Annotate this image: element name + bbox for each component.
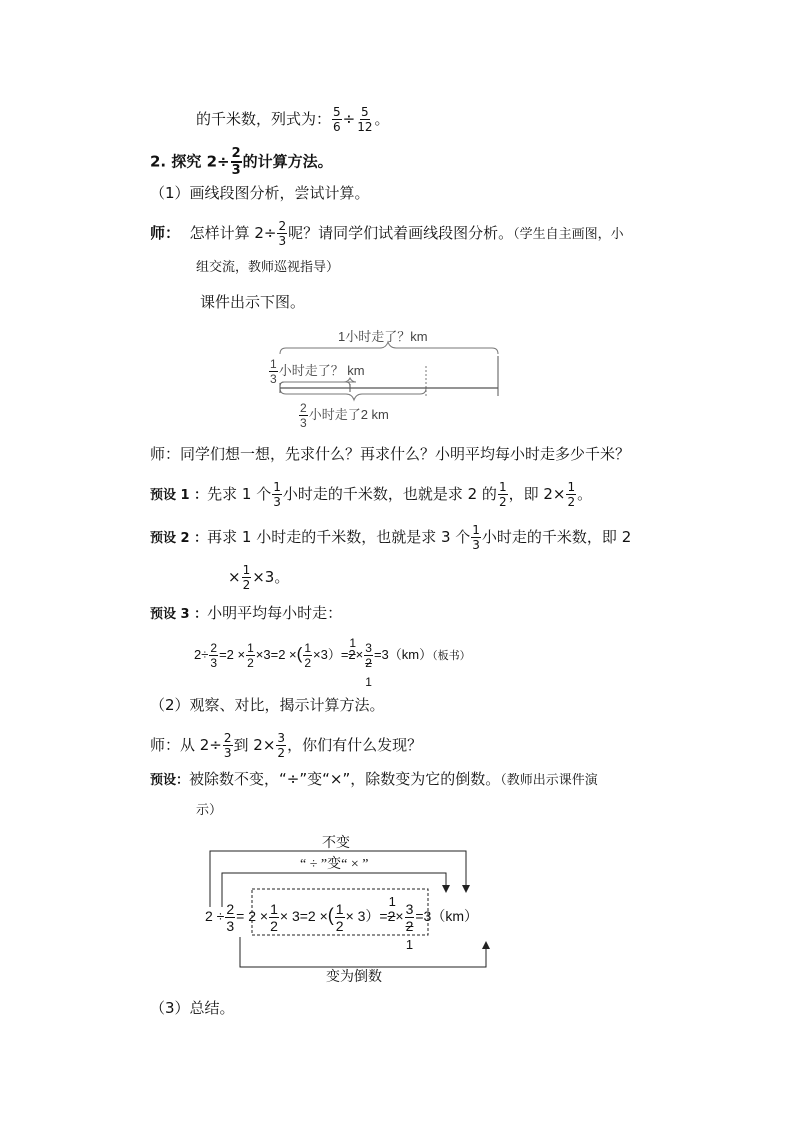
fraction: $\frac{2}{3}$ bbox=[231, 146, 241, 178]
fraction: $\frac{2}{3}$ bbox=[226, 901, 235, 934]
preset-3: 预设 3 ：小明平均每小时走： bbox=[150, 604, 343, 622]
fraction: $\frac{1}{2}$ bbox=[335, 901, 344, 934]
preset-label: 预设： bbox=[150, 773, 190, 788]
teacher-note: 组交流，教师巡视指导） bbox=[196, 260, 340, 275]
preset-4: 预设：被除数不变，“÷”变“×”，除数变为它的倒数。（教师出示课件演 bbox=[150, 770, 598, 788]
diagram-label-mid: $\frac{1}{3}$ 小时走了？ km bbox=[270, 357, 365, 386]
preset-4-note: 示） bbox=[196, 803, 223, 818]
teacher-prompt-2: 师：同学们想一想，先求什么？再求什么？小明平均每小时走多少千米？ bbox=[150, 445, 631, 463]
fraction: $\frac{2}{3}$ bbox=[278, 219, 287, 248]
fraction: $\frac{5}{12}$ bbox=[357, 105, 373, 134]
preset-label: 预设 1 ： bbox=[150, 488, 208, 503]
fraction: $\frac{1}{2}$ bbox=[270, 901, 278, 934]
preset-1: 预设 1 ：先求 1 个 $\frac{1}{3}$ 小时走的千米数，也就是求 2 的 $\frac{1}{2}$ ，即 2× $\frac{1}{2}$ 。 bbox=[150, 480, 593, 509]
step-3-text: （3）总结。 bbox=[150, 999, 235, 1017]
fraction: $\frac{1}{3}$ bbox=[472, 523, 480, 552]
step-2-text: （2）观察、对比，揭示计算方法。 bbox=[150, 696, 385, 714]
fraction: $\frac{1}{2}$ bbox=[304, 641, 311, 670]
cancelled-two: 2 1 bbox=[348, 635, 357, 662]
fraction: $\frac{1}{3}$ bbox=[270, 357, 277, 386]
fraction: $\frac{1}{3}$ bbox=[273, 480, 281, 509]
step-1-text: （1）画线段图分析，尝试计算。 bbox=[150, 184, 370, 202]
fraction: $\frac{1}{2}$ bbox=[498, 480, 507, 509]
diagram-label-reciprocal: 变为倒数 bbox=[326, 970, 382, 985]
fraction: $\frac{1}{2}$ bbox=[247, 641, 254, 670]
fraction: $\frac{2}{3}$ bbox=[210, 641, 218, 670]
teacher-prompt-3: 师：从 2÷ $\frac{2}{3}$ 到 2× $\frac{3}{2}$ ，你们有什么发现？ bbox=[150, 731, 423, 760]
preset-2-continued: × $\frac{1}{2}$ ×3。 bbox=[228, 563, 290, 592]
fraction: $\frac{2}{3}$ bbox=[300, 401, 307, 430]
fraction: $\frac{3}{2}$ bbox=[277, 731, 286, 760]
diagram-label-top: 1小时走了？km bbox=[338, 329, 428, 344]
preset-label: 预设 2 ： bbox=[150, 531, 208, 546]
cancelled-two: 2 1 bbox=[387, 894, 396, 925]
preset-2: 预设 2 ：再求 1 小时走的千米数，也就是求 3 个 $\frac{1}{3}$ 小时走的千米数，即 2 bbox=[150, 523, 632, 552]
preset-label: 预设 3 ： bbox=[150, 607, 208, 622]
fraction: $\frac{2}{3}$ bbox=[223, 731, 232, 760]
diagram-label-bottom: $\frac{2}{3}$ 小时走了2 km bbox=[300, 401, 389, 430]
teacher-prompt-1: 师： 怎样计算 2÷ $\frac{2}{3}$ 呢？请同学们试着画线段图分析。（学生自主画图，小 bbox=[150, 219, 624, 248]
fraction: 3 2 1 bbox=[365, 641, 372, 689]
section-heading: 2. 探究 2÷ $\frac{2}{3}$ 的计算方法。 bbox=[150, 146, 333, 178]
fraction: $\frac{1}{2}$ bbox=[567, 480, 576, 509]
text-line-1: 的千米数，列式为： $\frac{5}{6}$ ÷ $\frac{5}{12}$ 。 bbox=[196, 105, 390, 134]
speaker-label: 师： bbox=[150, 224, 181, 242]
diagram-label-operator: “ ÷ ”变“ × ” bbox=[300, 857, 369, 872]
diagram-label-unchanged: 不变 bbox=[322, 836, 350, 851]
fraction: $\frac{1}{2}$ bbox=[242, 563, 251, 592]
fraction: $\frac{5}{6}$ bbox=[333, 105, 341, 134]
fraction: 3 2 1 bbox=[405, 901, 414, 952]
transformation-equation: 2 ÷ $\frac{2}{3}$ = 2 × $\frac{1}{2}$ × 3=2 ×( $\frac{1}{2}$ × 3）=2 1 × 3 2 1 =3（km） bbox=[205, 894, 478, 952]
courseware-text: 课件出示下图。 bbox=[200, 293, 306, 311]
equation-board: 2÷ $\frac{2}{3}$ =2 × $\frac{1}{2}$ ×3=2 ×( $\frac{1}{2}$ ×3）=2 1 × 3 2 1 =3（km）（板书） bbox=[194, 635, 471, 689]
